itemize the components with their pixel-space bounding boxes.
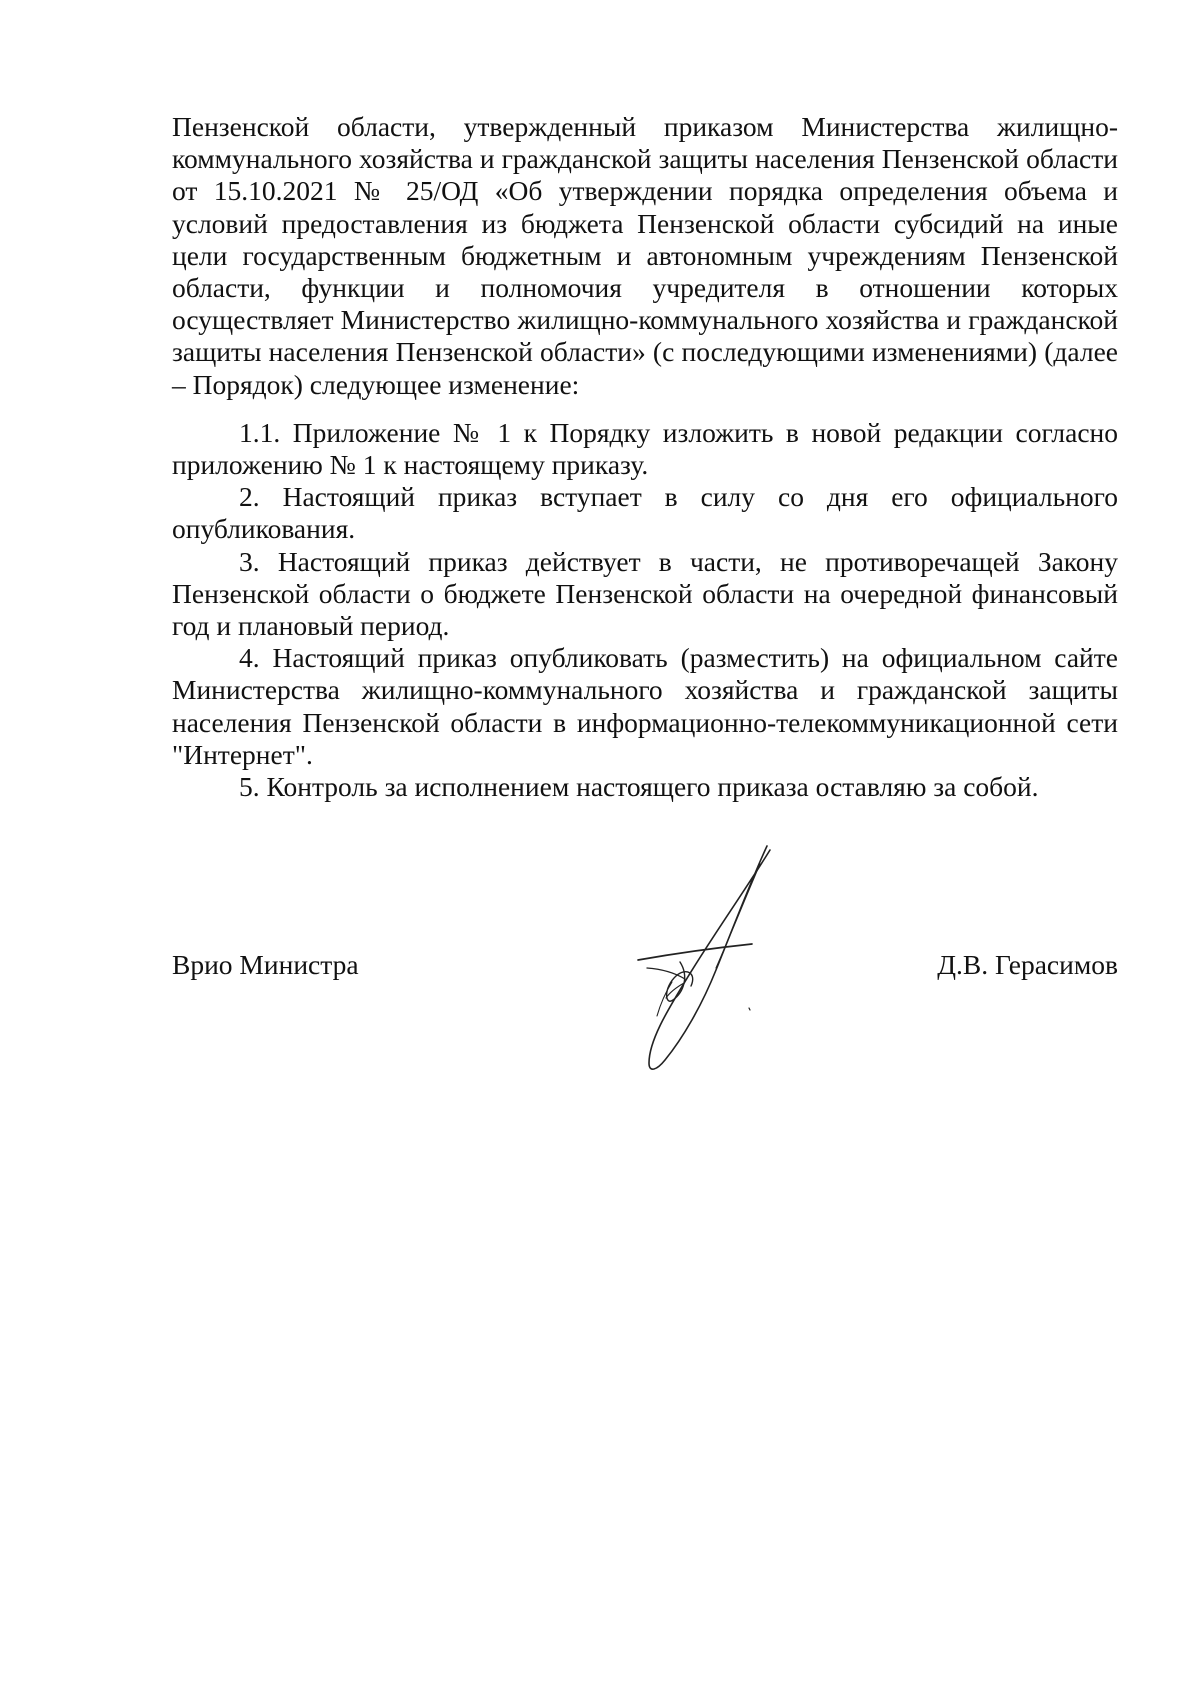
paragraph-item-2: 2. Настоящий приказ вступает в силу со дня его официального опубликования. — [172, 481, 1118, 545]
paragraph-item-5: 5. Контроль за исполнением настоящего приказа оставляю за собой. — [239, 771, 1039, 803]
paragraph-item-4: 4. Настоящий приказ опубликовать (разместить) на официальном сайте Министерства жилищно-коммунального хозяйства и гражданской защиты населения Пензенской области в информационно-телекоммуникационной сети "Интернет". — [172, 642, 1118, 770]
paragraph-intro: Пензенской области, утвержденный приказом Министерства жилищно-коммунального хозяйства и гражданской защиты населения Пензенской области от 15.10.2021 № 25/ОД «Об утверждении порядка определения объема и условий предоставления из бюджета Пензенской области субсидий на иные цели государственным бюджетным и автономным учреждениям Пензенской области, функции и полномочия учредителя в отношении которых осуществляет Министерство жилищно-коммунального хозяйства и гражданской защиты населения Пензенской области» (с последующими изменениями) (далее – Порядок) следующее изменение: — [172, 111, 1118, 400]
paragraph-item-3: 3. Настоящий приказ действует в части, не противоречащей Закону Пензенской области о бюджете Пензенской области на очередной финансовый год и плановый период. — [172, 545, 1118, 642]
signer-name: Д.В. Герасимов — [937, 949, 1118, 980]
document-body — [172, 111, 1118, 803]
signer-title: Врио Министра — [172, 949, 359, 980]
paragraph-item-1-1: 1.1. Приложение № 1 к Порядку изложить в новой редакции согласно приложению № 1 к настоящему приказу. — [172, 416, 1118, 481]
handwritten-signature-icon — [636, 842, 786, 1082]
